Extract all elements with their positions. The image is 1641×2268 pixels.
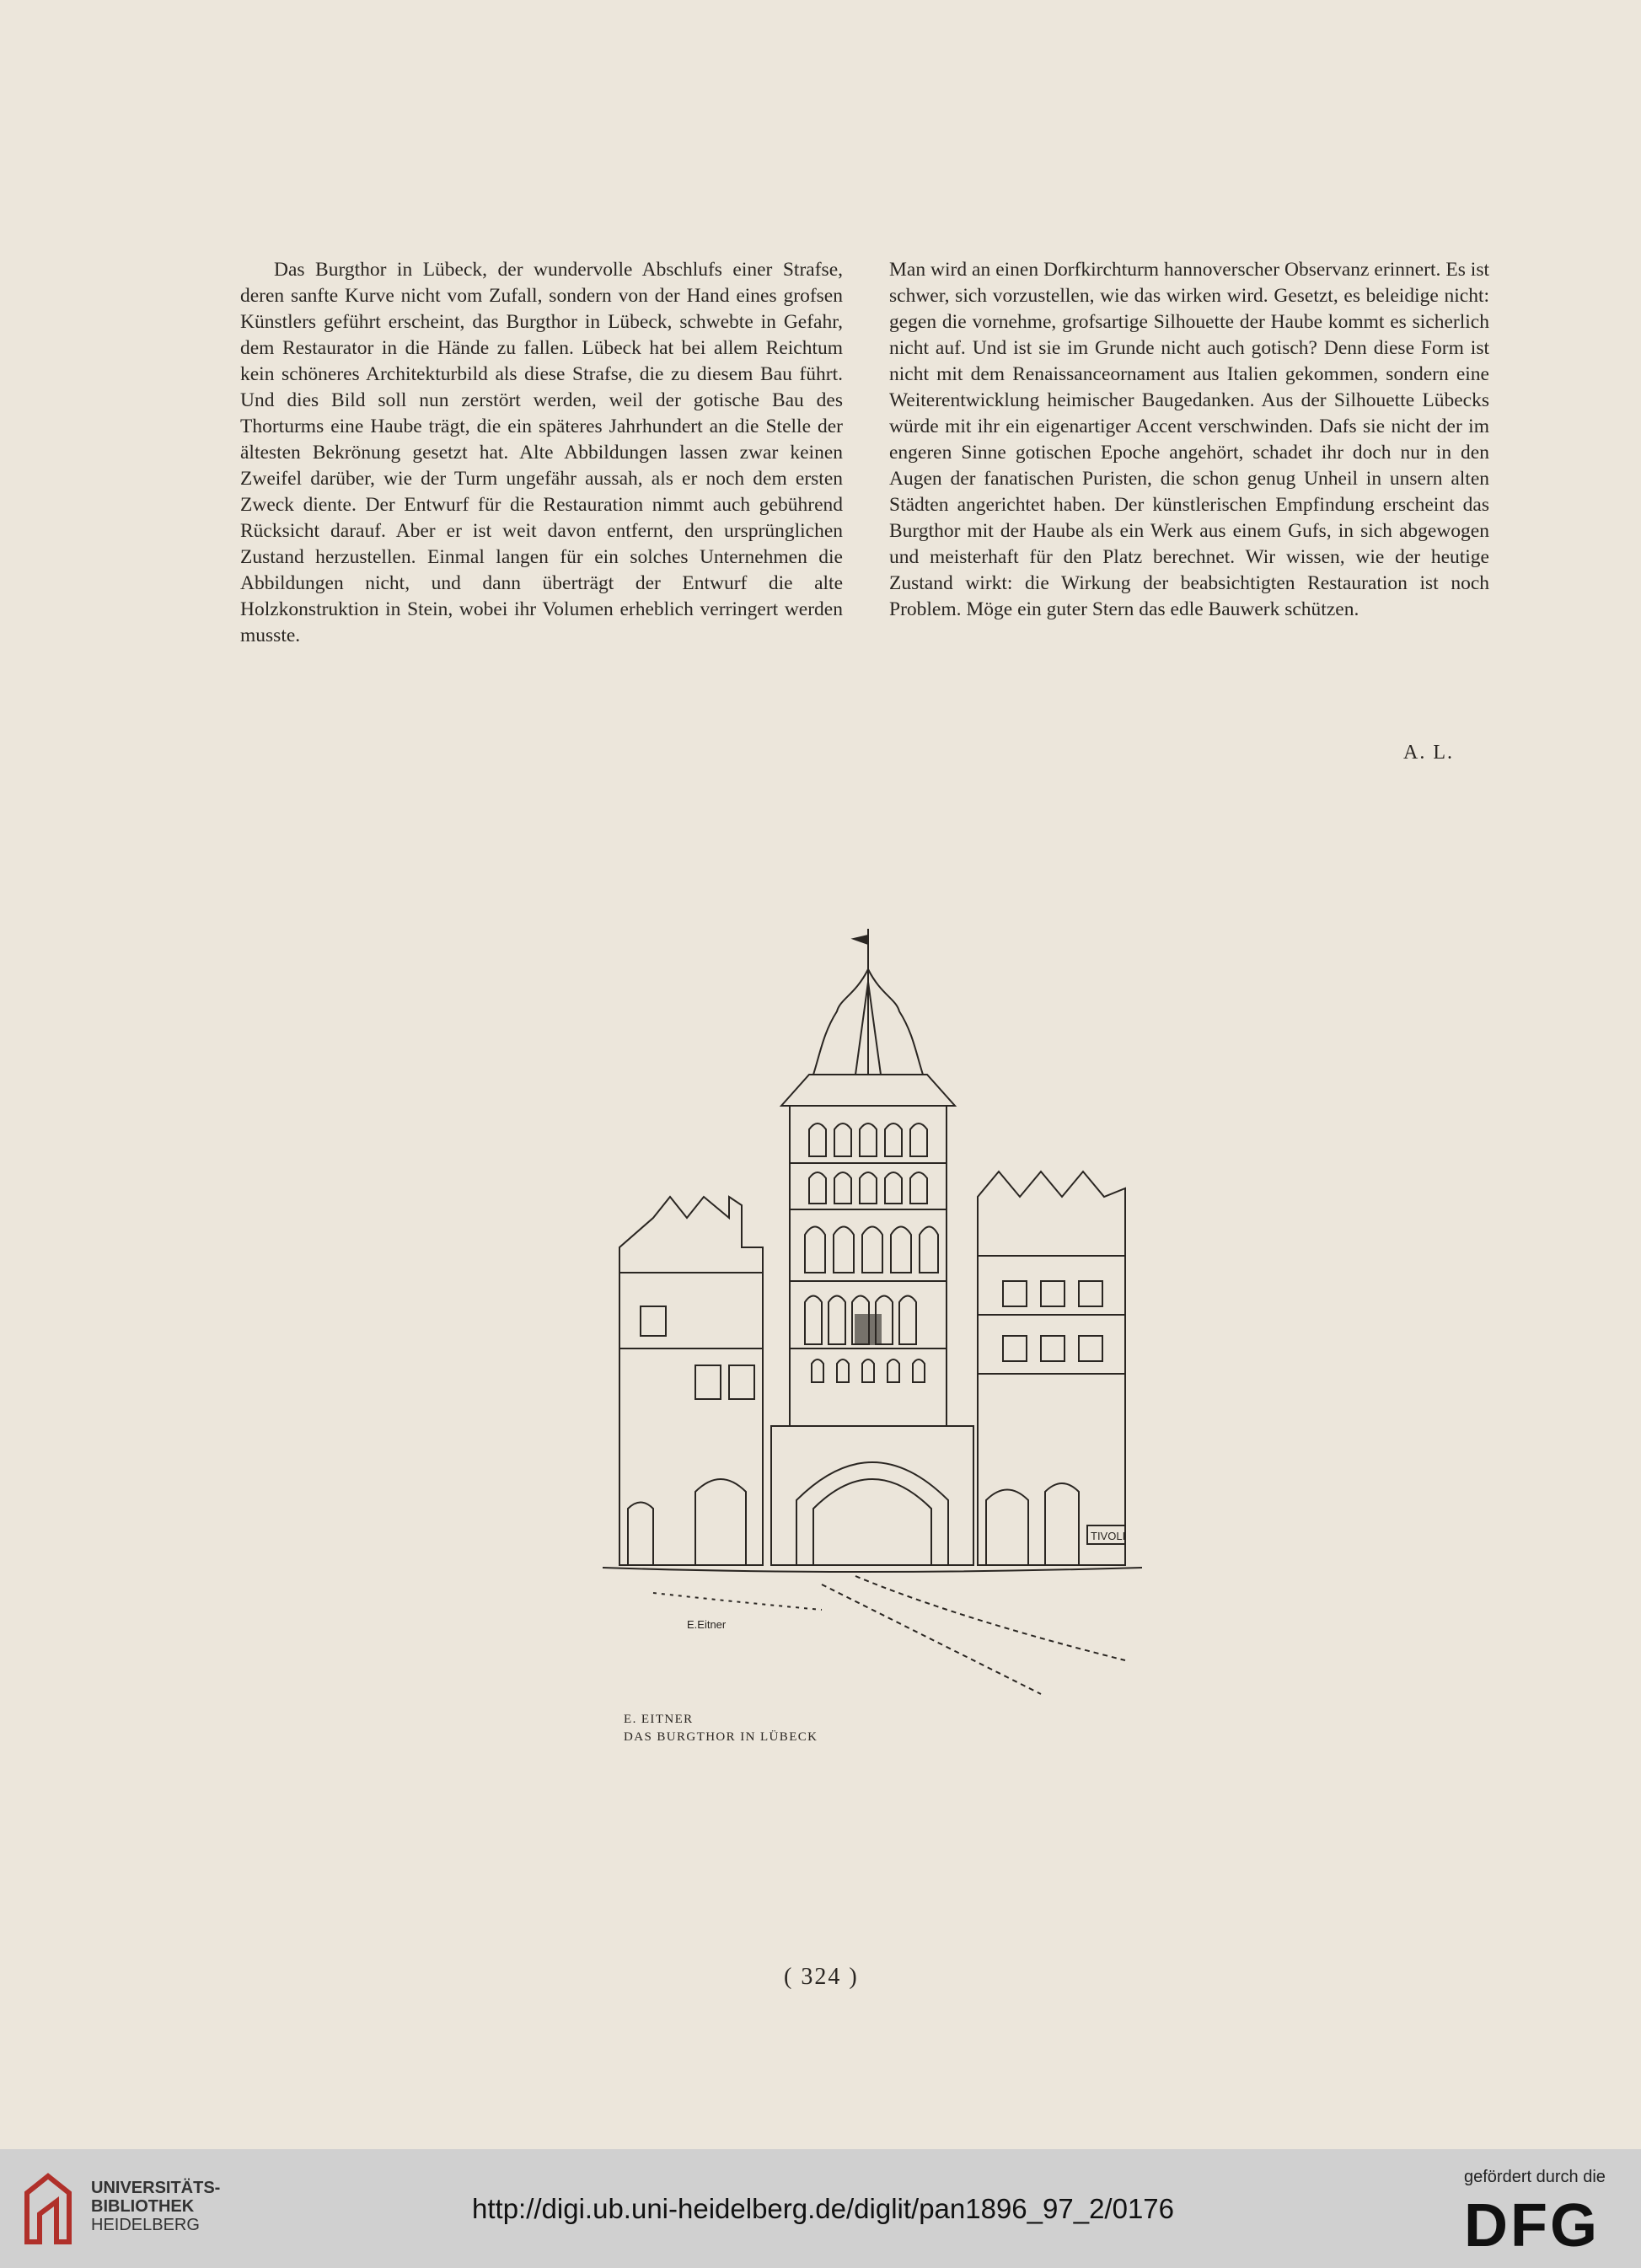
- caption-artist: E. EITNER: [624, 1713, 694, 1726]
- library-name-line2: BIBLIOTHEK: [91, 2197, 195, 2216]
- burgthor-illustration: [603, 919, 1142, 1702]
- viewer-footer: [0, 2149, 1641, 2268]
- page-number-right-ornament: ): [849, 1964, 859, 1990]
- page-number-value: 324: [801, 1964, 842, 1990]
- university-library-name[interactable]: [91, 2179, 220, 2234]
- page-number: [784, 1964, 859, 1991]
- document-url-link[interactable]: http://digi.ub.uni-heidelberg.de/diglit/pan1896_97_2/0176: [472, 2193, 1175, 2224]
- article-paragraph-right: Man wird an einen Dorfkirchturm hannoverscher Observanz erinnert. Es ist schwer, sich vorzustellen, wie das wirken wird. Gesetzt, es beleidige nicht: gegen die vornehme, grofsartige Silhouette der Haube kommt es sicherlich nicht auf. Und ist sie im Grunde nicht auch gotisch? Denn diese Form ist nicht mit dem Renaissanceornament aus Italien gekommen, sondern eine Weiterentwicklung heimischer Baugedanken. Aus der Silhouette Lübecks würde mit ihr ein eigenartiger Accent verschwinden. Dafs sie nicht der im engeren Sinne gotischen Epoche angehört, schadet ihr doch nur in den Augen der fanatischen Puristen, die schon genug Unheil in unsern alten Städten angerichtet haben. Der künstlerischen Empfindung erscheint das Burgthor mit der Haube als ein Werk aus einem Gufs, in sich abgewogen und meisterhaft für den Platz berechnet. Wir wissen, wie der heutige Zustand wirkt: die Wirkung der beabsichtigten Restauration ist noch Problem. Möge ein guter Stern das edle Bauwerk schützen.: [889, 259, 1489, 620]
- funding-label: gefördert durch die: [1464, 2168, 1606, 2186]
- library-name-line1: UNIVERSITÄTS-: [91, 2179, 221, 2197]
- dfg-logo[interactable]: DFG: [1464, 2192, 1600, 2260]
- university-library-logo-icon[interactable]: [19, 2168, 78, 2248]
- tivoli-sign: TIVOLI: [1091, 1530, 1126, 1542]
- illustration-caption: [624, 1711, 818, 1746]
- article-column-left: [240, 257, 843, 649]
- article-signature: A. L.: [1403, 742, 1454, 764]
- article-paragraph-left: Das Burgthor in Lübeck, der wundervolle Abschlufs einer Strafse, deren sanfte Kurve nicht vom Zufall, sondern von der Hand eines grofsen Künstlers geführt erscheint, das Burgthor in Lübeck, schwebte in Gefahr, dem Restaurator in die Hände zu fallen. Lübeck hat bei allem Reichtum kein schöneres Architekturbild als diese Strafse, die zu diesem Bau führt. Und dies Bild soll nun zerstört werden, weil der gotische Bau des Thorturms eine Haube trägt, die ein späteres Jahrhundert an die Stelle der ältesten Bekrönung gesetzt hat. Alte Abbildungen lassen zwar keinen Zweifel darüber, wie der Turm ungefähr aussah, als er noch dem ersten Zweck diente. Der Entwurf für die Restauration nimmt auch gebührend Rücksicht darauf. Aber er ist weit davon entfernt, den ursprünglichen Zustand herzustellen. Einmal langen für ein solches Unternehmen die Abbildungen nicht, und dann überträgt der Entwurf die alte Holzkonstruktion in Stein, wobei ihr Volumen erheblich verringert werden musste.: [240, 259, 843, 646]
- artist-signature: E.Eitner: [687, 1618, 727, 1631]
- library-name-line3: HEIDELBERG: [91, 2216, 200, 2234]
- article-column-right: [889, 257, 1489, 623]
- page-number-left-ornament: (: [784, 1964, 794, 1990]
- caption-title: DAS BURGTHOR IN LÜBECK: [624, 1730, 818, 1744]
